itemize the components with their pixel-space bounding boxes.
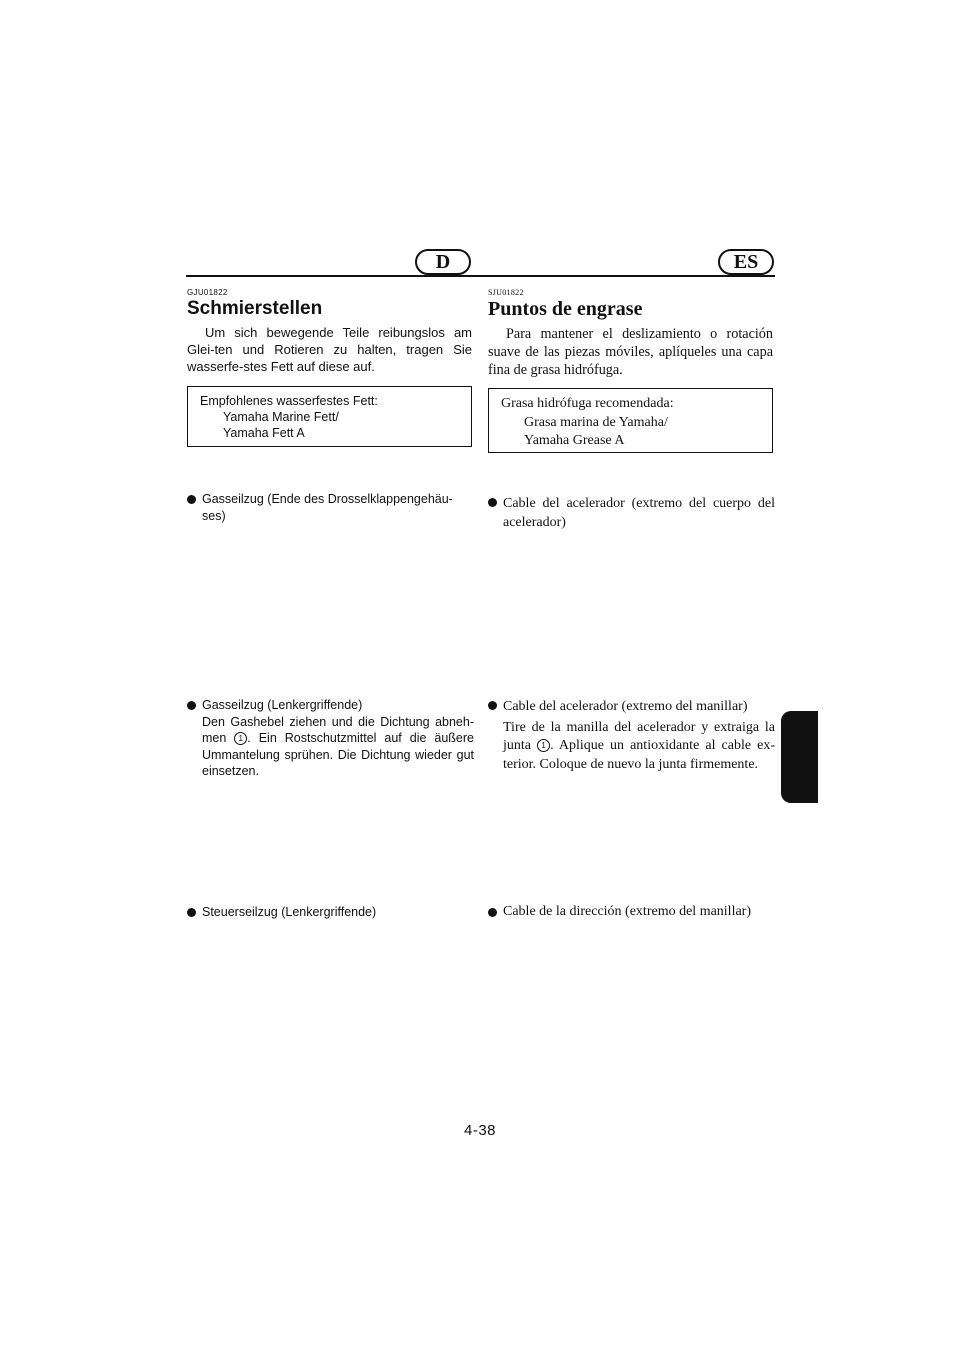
list-item-title: Gasseilzug (Ende des Drosselklappengehäu-ses) — [202, 492, 453, 523]
list-item-body: Tire de la manilla del acelerador y extraiga la junta 1 . Aplique un antioxidante al cable ex-terior. Coloque de nuevo la junta firmemente. — [503, 719, 775, 772]
column-german — [187, 288, 472, 375]
intro-paragraph: Para mantener el deslizamiento o rotación suave de las piezas móviles, aplíqueles una capa fina de grasa hidrófuga. — [488, 326, 773, 378]
bullet-icon — [488, 498, 497, 507]
list-item — [187, 697, 474, 780]
section-heading: Puntos de engrase — [488, 298, 643, 320]
language-badge-d: D — [415, 249, 471, 275]
bullet-icon — [187, 701, 196, 710]
section-code: SJU01822 — [488, 288, 524, 297]
list-item-body: Den Gashebel ziehen und die Dichtung abneh-men 1 . Ein Rostschutzmittel auf die äußere Ummantelung sprühen. Die Dichtung wieder gut einsetzen. — [202, 714, 474, 778]
list-item-title: Cable del acelerador (extremo del cuerpo del acelerador) — [503, 496, 775, 530]
spec-label: Grasa hidrófuga recomendada: — [501, 396, 674, 411]
section-heading: Schmierstellen — [187, 298, 323, 319]
list-item — [488, 493, 775, 532]
bullet-icon — [187, 908, 196, 917]
header-rule — [186, 275, 775, 277]
bullet-icon — [488, 701, 497, 710]
grease-spec-box-spanish — [488, 388, 773, 453]
language-badge-es: ES — [718, 249, 774, 275]
spec-line: Yamaha Fett A — [223, 426, 305, 440]
bullet-icon — [488, 908, 497, 917]
page-number: 4-38 — [463, 1122, 497, 1139]
column-spanish — [488, 288, 773, 379]
list-item — [488, 696, 775, 774]
chapter-tab — [781, 711, 818, 803]
spec-line: Yamaha Grease A — [524, 433, 625, 448]
section-code: GJU01822 — [187, 288, 228, 297]
intro-paragraph: Um sich bewegende Teile reibungslos am Glei-ten und Rotieren zu halten, tragen Sie wasserfe-stes Fett auf diese auf. — [187, 325, 472, 374]
list-item-title: Cable del acelerador (extremo del manillar) — [503, 699, 748, 714]
list-item — [187, 904, 474, 921]
callout-number-icon: 1 — [234, 732, 247, 745]
list-item — [488, 903, 775, 922]
list-item — [187, 491, 474, 524]
bullet-icon — [187, 495, 196, 504]
grease-spec-box-german — [187, 386, 472, 447]
list-item-title: Gasseilzug (Lenkergriffende) — [202, 698, 363, 712]
list-item-title: Cable de la dirección (extremo del manillar) — [503, 904, 752, 919]
callout-number-icon: 1 — [537, 739, 550, 752]
spec-label: Empfohlenes wasserfestes Fett: — [200, 394, 378, 408]
list-item-title: Steuerseilzug (Lenkergriffende) — [202, 905, 377, 919]
spec-line: Grasa marina de Yamaha/ — [524, 414, 668, 430]
spec-line: Yamaha Marine Fett/ — [223, 410, 339, 424]
